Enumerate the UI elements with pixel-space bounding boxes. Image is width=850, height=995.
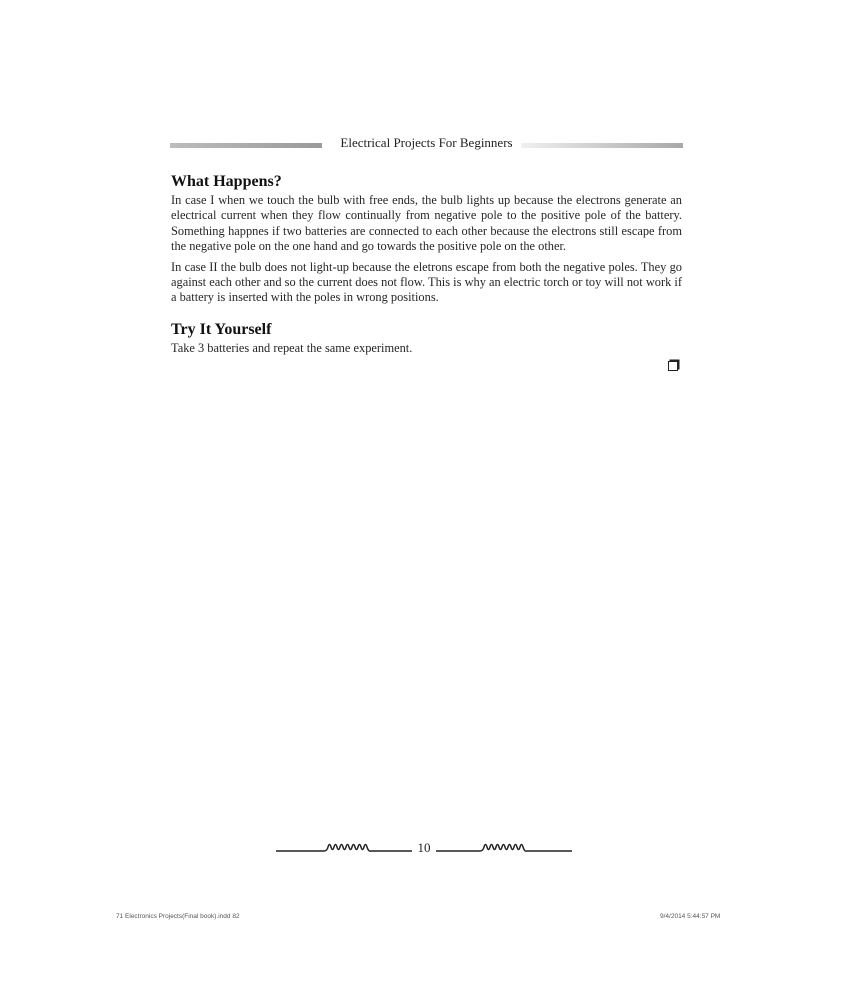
page-content — [171, 171, 682, 356]
paragraph-case-one: In case I when we touch the bulb with free ends, the bulb lights up because the electrons generate an electrical current when they flow continually from negative pole to the positive pole of the battery. Something happnes if two batteries are connected to each other because the electrons still escape from the negative pole on the one hand and go towards the positive pole on the other. — [171, 193, 682, 254]
header-rule-right — [521, 143, 683, 148]
squiggle-right-icon — [436, 838, 574, 860]
paragraph-try-it-yourself: Take 3 batteries and repeat the same experiment. — [171, 340, 413, 355]
section-heading-what-happens: What Happens? — [171, 173, 282, 190]
running-header — [170, 134, 683, 156]
print-slug-filename: 71 Electronics Projects(Final book).indd 82 — [116, 913, 240, 920]
end-of-section-box-icon — [668, 361, 678, 371]
paragraph-case-two: In case II the bulb does not light-up because the eletrons escape from both the negative poles. They go against each other and so the current does not flow. This is why an electric torch or toy will not work if a battery is inserted with the poles in wrong positions. — [171, 259, 682, 305]
page-number-ornament — [276, 838, 572, 860]
header-title: Electrical Projects For Beginners — [340, 135, 513, 150]
print-slug-timestamp: 9/4/2014 5:44:57 PM — [660, 913, 721, 920]
page-number: 10 — [417, 840, 431, 855]
section-heading-try-it-yourself: Try It Yourself — [171, 320, 272, 338]
